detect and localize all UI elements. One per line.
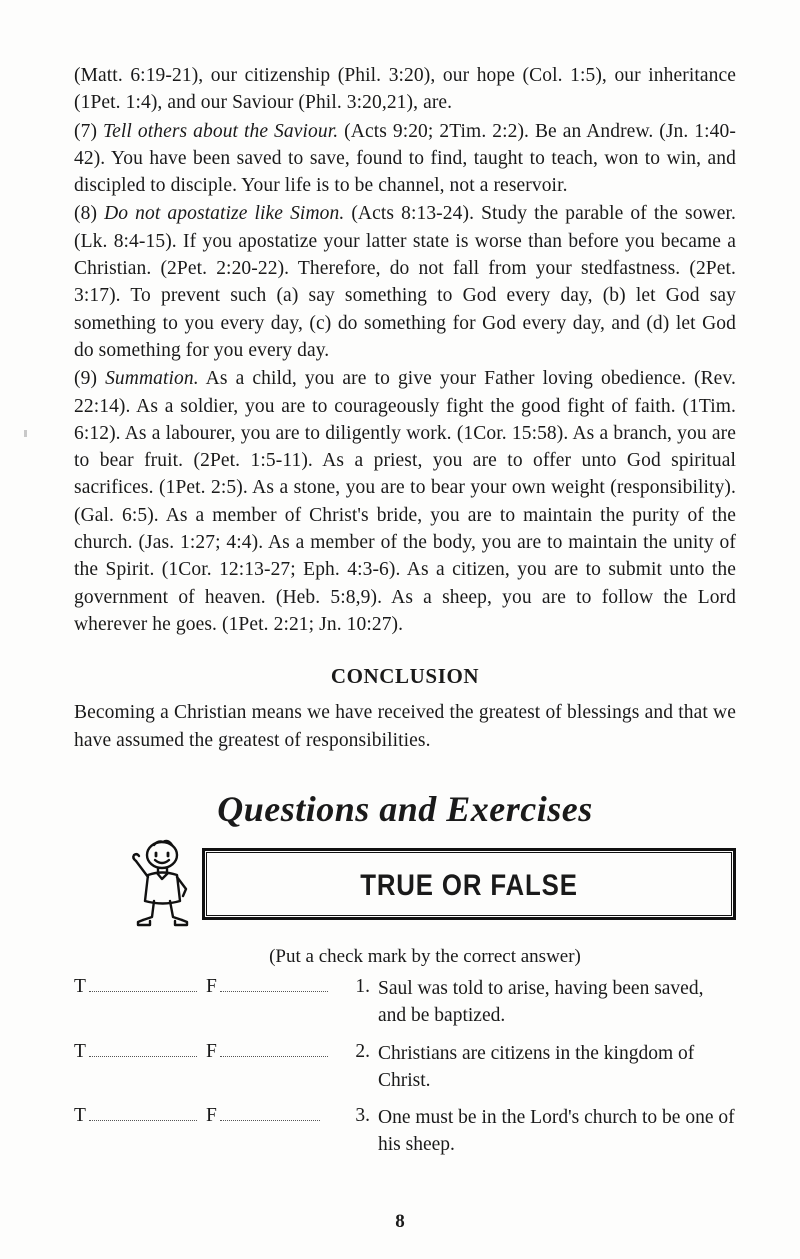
false-blank[interactable]: F xyxy=(206,976,328,998)
answer-blanks xyxy=(74,1041,336,1065)
true-blank-rule[interactable] xyxy=(89,977,197,992)
conclusion-paragraph: Becoming a Christian means we have received the greatest of blessings and that we have assumed the greatest of responsibilities. xyxy=(74,702,736,751)
exercise-instruction: (Put a check mark by the correct answer) xyxy=(269,945,581,967)
question-text: Saul was told to arise, having been saved, and be baptized. xyxy=(378,977,704,1026)
question-text: One must be in the Lord's church to be one of his sheep. xyxy=(378,1107,735,1156)
false-blank-rule[interactable] xyxy=(220,1042,328,1057)
question-list xyxy=(74,976,736,1159)
question-row xyxy=(74,1105,736,1159)
true-or-false-label: TRUE OR FALSE xyxy=(360,868,578,902)
questions-and-exercises-title: Questions and Exercises xyxy=(217,788,593,829)
true-blank[interactable]: T xyxy=(74,1105,197,1127)
true-or-false-banner xyxy=(74,848,736,922)
paragraph-7-number: (7) xyxy=(74,120,98,142)
false-blank[interactable]: F xyxy=(206,1105,320,1127)
paragraph-8-number: (8) xyxy=(74,203,98,225)
false-blank-rule[interactable] xyxy=(220,977,328,992)
true-blank[interactable]: T xyxy=(74,976,197,998)
paragraph-8 xyxy=(74,200,736,364)
page-number: 8 xyxy=(395,1211,405,1232)
page-content xyxy=(74,62,736,1170)
paragraph-7-heading: Tell others about the Saviour. xyxy=(102,120,339,142)
question-number: 3. xyxy=(355,1105,370,1127)
true-blank-rule[interactable] xyxy=(89,1042,197,1057)
paragraph-continuation: (Matt. 6:19-21), our citizenship (Phil. 3:20), our hope (Col. 1:5), our inheritance (1Pet. 1:4), and our Saviour (Phil. 3:20,21), are. xyxy=(74,65,736,114)
paragraph-8-text: (Acts 8:13-24). Study the parable of the sower. (Lk. 8:4-15). If you apostatize your latter state is worse than before you became a Christian. (2Pet. 2:20-22). Therefore, do not fall from your stedfastness. (2Pet. 3:17). To prevent such (a) say something to God every day, (b) let God say something to you every day, (c) do something for God every day, and (d) let God do something for you every day. xyxy=(74,203,736,361)
paragraph-7-text: (Acts 9:20; 2Tim. 2:2). Be an Andrew. (Jn. 1:40-42). You have been saved to save, found to find, taught to teach, won to win, and discipled to disciple. Your life is to be channel, not a reservoir. xyxy=(74,120,736,197)
question-number: 2. xyxy=(355,1040,370,1062)
paragraph-9 xyxy=(74,365,736,638)
true-or-false-box xyxy=(202,848,736,920)
false-blank-rule[interactable] xyxy=(220,1106,320,1121)
answer-blanks xyxy=(74,1105,336,1129)
question-row xyxy=(74,1041,736,1095)
answer-blanks xyxy=(74,976,336,1000)
paragraph-8-heading: Do not apostatize like Simon. xyxy=(104,203,345,225)
page-speck xyxy=(24,430,27,437)
question-number: 1. xyxy=(355,975,370,997)
question-text: Christians are citizens in the kingdom of Christ. xyxy=(378,1042,695,1091)
paragraph-9-number: (9) xyxy=(74,368,98,390)
true-blank[interactable]: T xyxy=(74,1041,197,1063)
true-blank-rule[interactable] xyxy=(89,1106,197,1121)
conclusion-heading: CONCLUSION xyxy=(330,664,480,689)
false-blank[interactable]: F xyxy=(206,1041,328,1063)
paragraph-9-text: As a child, you are to give your Father loving obedience. (Rev. 22:14). As a soldier, you are to courageously fight the good fight of faith. (1Tim. 6:12). As a labourer, you are to diligently work. (1Cor. 15:58). As a branch, you are to bear fruit. (2Pet. 1:5-11). As a priest, you are to offer unto God spiritual sacrifices. (1Pet. 2:5). As a stone, you are to bear your own weight (responsibility). (Gal. 6:5). As a member of Christ's bride, you are to maintain the purity of the church. (Jas. 1:27; 4:4). As a member of the body, you are to maintain the unity of the Spirit. (1Cor. 12:13-27; Eph. 4:3-6). As a citizen, you are to submit unto the government of heaven. (Heb. 5:8,9). As a sheep, you are to follow the Lord wherever he goes. (1Pet. 2:21; Jn. 10:27). xyxy=(74,368,736,635)
student-mascot-icon xyxy=(110,839,214,927)
paragraph-9-heading: Summation. xyxy=(105,368,199,390)
paragraph-7 xyxy=(74,118,736,200)
question-row xyxy=(74,976,736,1030)
